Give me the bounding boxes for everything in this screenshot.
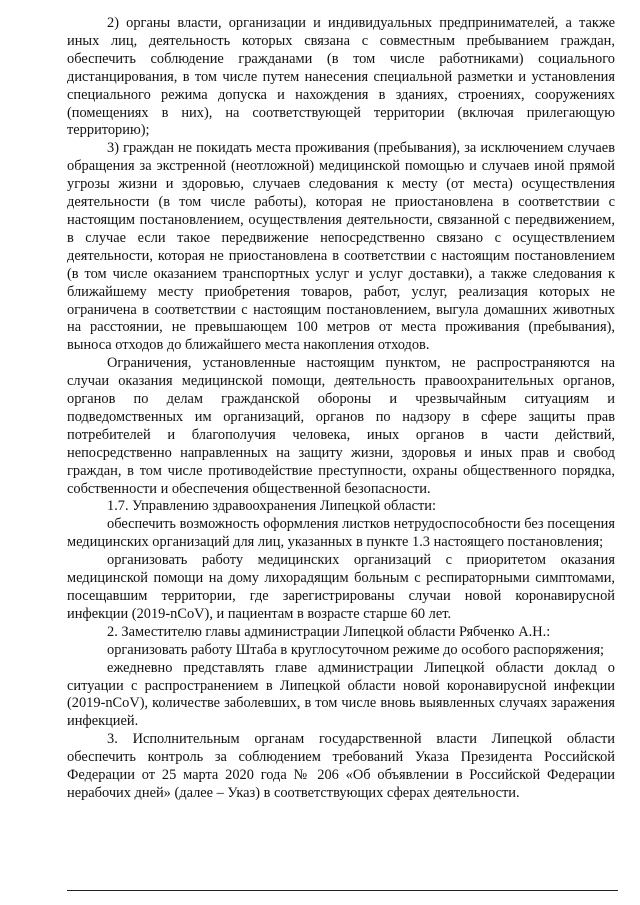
paragraph-restrictions-exceptions: Ограничения, установленные настоящим пунктом, не распространяются на случаи оказания медицинской помощи, деятельность правоохранительных органов, органов по делам гражданской обороны и чрезвычайным ситуациям и подведомственных им организаций, органов по надзору в сфере защиты прав потребителей и благополучия человека, иных органов в части действий, непосредственно направленных на защиту жизни, здоровья и иных прав и свобод граждан, в том числе противодействие преступности, охраны общественного порядка, собственности и обеспечения общественной безопасности. bbox=[67, 355, 615, 497]
paragraph-section-3: 3. Исполнительным органам государственной власти Липецкой области обеспечить контроль за соблюдением требований Указа Президента Российской Федерации от 25 марта 2020 года № 206 «Об объявлении в Российской Федерации нерабочих дней» (далее – Указ) в соответствующих сферах деятельности. bbox=[67, 731, 615, 801]
paragraph-medical-organizations: организовать работу медицинских организаций с приоритетом оказания медицинской помощи на дому лихорадящим больным с респираторными симптомами, посещавшим территории, где зарегистрированы случаи новой коронавирусной инфекции (2019-nCoV), и пациентам в возрасте старше 60 лет. bbox=[67, 552, 615, 622]
paragraph-item-2: 2) органы власти, организации и индивидуальных предпринимателей, а также иных лиц, деятельность которых связана с совместным пребыванием граждан, обеспечить соблюдение гражданами (в том числе работниками) социального дистанцирования, в том числе путем нанесения специальной разметки и установления специального режима допуска и нахождения в зданиях, строениях, сооружениях (помещениях в них), на соответствующей территории (включая прилегающую территорию); bbox=[67, 15, 615, 139]
paragraph-sick-leave: обеспечить возможность оформления листков нетрудоспособности без посещения медицинских организаций для лиц, указанных в пункте 1.3 настоящего постановления; bbox=[67, 516, 615, 551]
document-page bbox=[67, 15, 615, 803]
paragraph-section-1-7: 1.7. Управлению здравоохранения Липецкой области: bbox=[107, 498, 436, 515]
paragraph-item-3: 3) граждан не покидать места проживания (пребывания), за исключением случаев обращения за экстренной (неотложной) медицинской помощью и случаев иной прямой угрозы жизни и здоровью, случаев следования к месту (от места) осуществления деятельности (в том числе работы), которая не приостановлена в соответствии с настоящим постановлением, осуществления деятельности, связанной с передвижением, в случае если такое передвижение непосредственно связано с осуществлением деятельности, которая не приостановлена в соответствии с настоящим постановлением (в том числе оказанием транспортных услуг и услуг доставки), а также следования к ближайшему месту приобретения товаров, работ, услуг, реализация которых не ограничена в соответствии с настоящим постановлением, выгула домашних животных на расстоянии, не превышающем 100 метров от места проживания (пребывания), выноса отходов до ближайшего места накопления отходов. bbox=[67, 140, 615, 354]
paragraph-section-2: 2. Заместителю главы администрации Липецкой области Рябченко А.Н.: bbox=[107, 623, 551, 640]
paragraph-headquarters: организовать работу Штаба в круглосуточном режиме до особого распоряжения; bbox=[107, 641, 605, 658]
paragraph-daily-report: ежедневно представлять главе администрации Липецкой области доклад о ситуации с распространением в Липецкой области новой коронавирусной инфекции (2019-nCoV), количестве заболевших, в том числе вновь выявленных случаях заражения инфекцией. bbox=[67, 659, 615, 730]
bottom-divider bbox=[67, 890, 618, 891]
